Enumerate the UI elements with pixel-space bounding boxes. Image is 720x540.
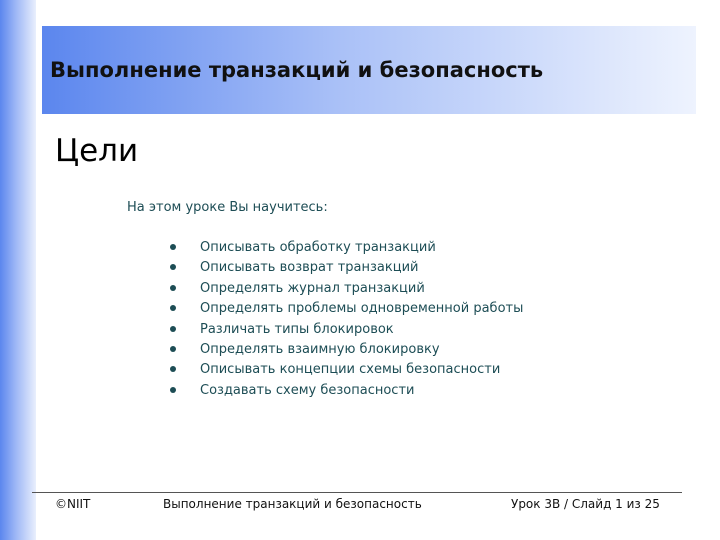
list-item-text: Определять журнал транзакций [200,280,425,296]
bullet-icon [170,285,176,291]
list-item-text: Различать типы блокировок [200,321,394,337]
footer-course-title: Выполнение транзакций и безопасность [163,497,422,511]
list-item-text: Определять проблемы одновременной работы [200,301,524,317]
footer-divider [32,492,682,493]
bullet-icon [170,366,176,372]
bullet-icon [170,264,176,270]
bullet-icon [170,244,176,250]
bullet-icon [170,346,176,352]
list-item-text: Описывать концепции схемы безопасности [200,362,501,378]
list-item-text: Определять взаимную блокировку [200,341,440,357]
slide-title: Выполнение транзакций и безопасность [50,58,544,82]
intro-text: На этом уроке Вы научитесь: [127,200,328,215]
left-gradient-bar [0,0,36,540]
footer-copyright: ©NIIT [55,497,91,511]
footer-slide-number: Урок 3B / Слайд 1 из 25 [511,497,660,511]
bullet-icon [170,305,176,311]
list-item-text: Описывать обработку транзакций [200,240,436,255]
bullet-icon [170,387,176,393]
list-item-text: Описывать возврат транзакций [200,260,419,276]
bullet-icon [170,326,176,332]
list-item-text: Создавать схему безопасности [200,382,415,398]
section-heading: Цели [55,133,139,169]
